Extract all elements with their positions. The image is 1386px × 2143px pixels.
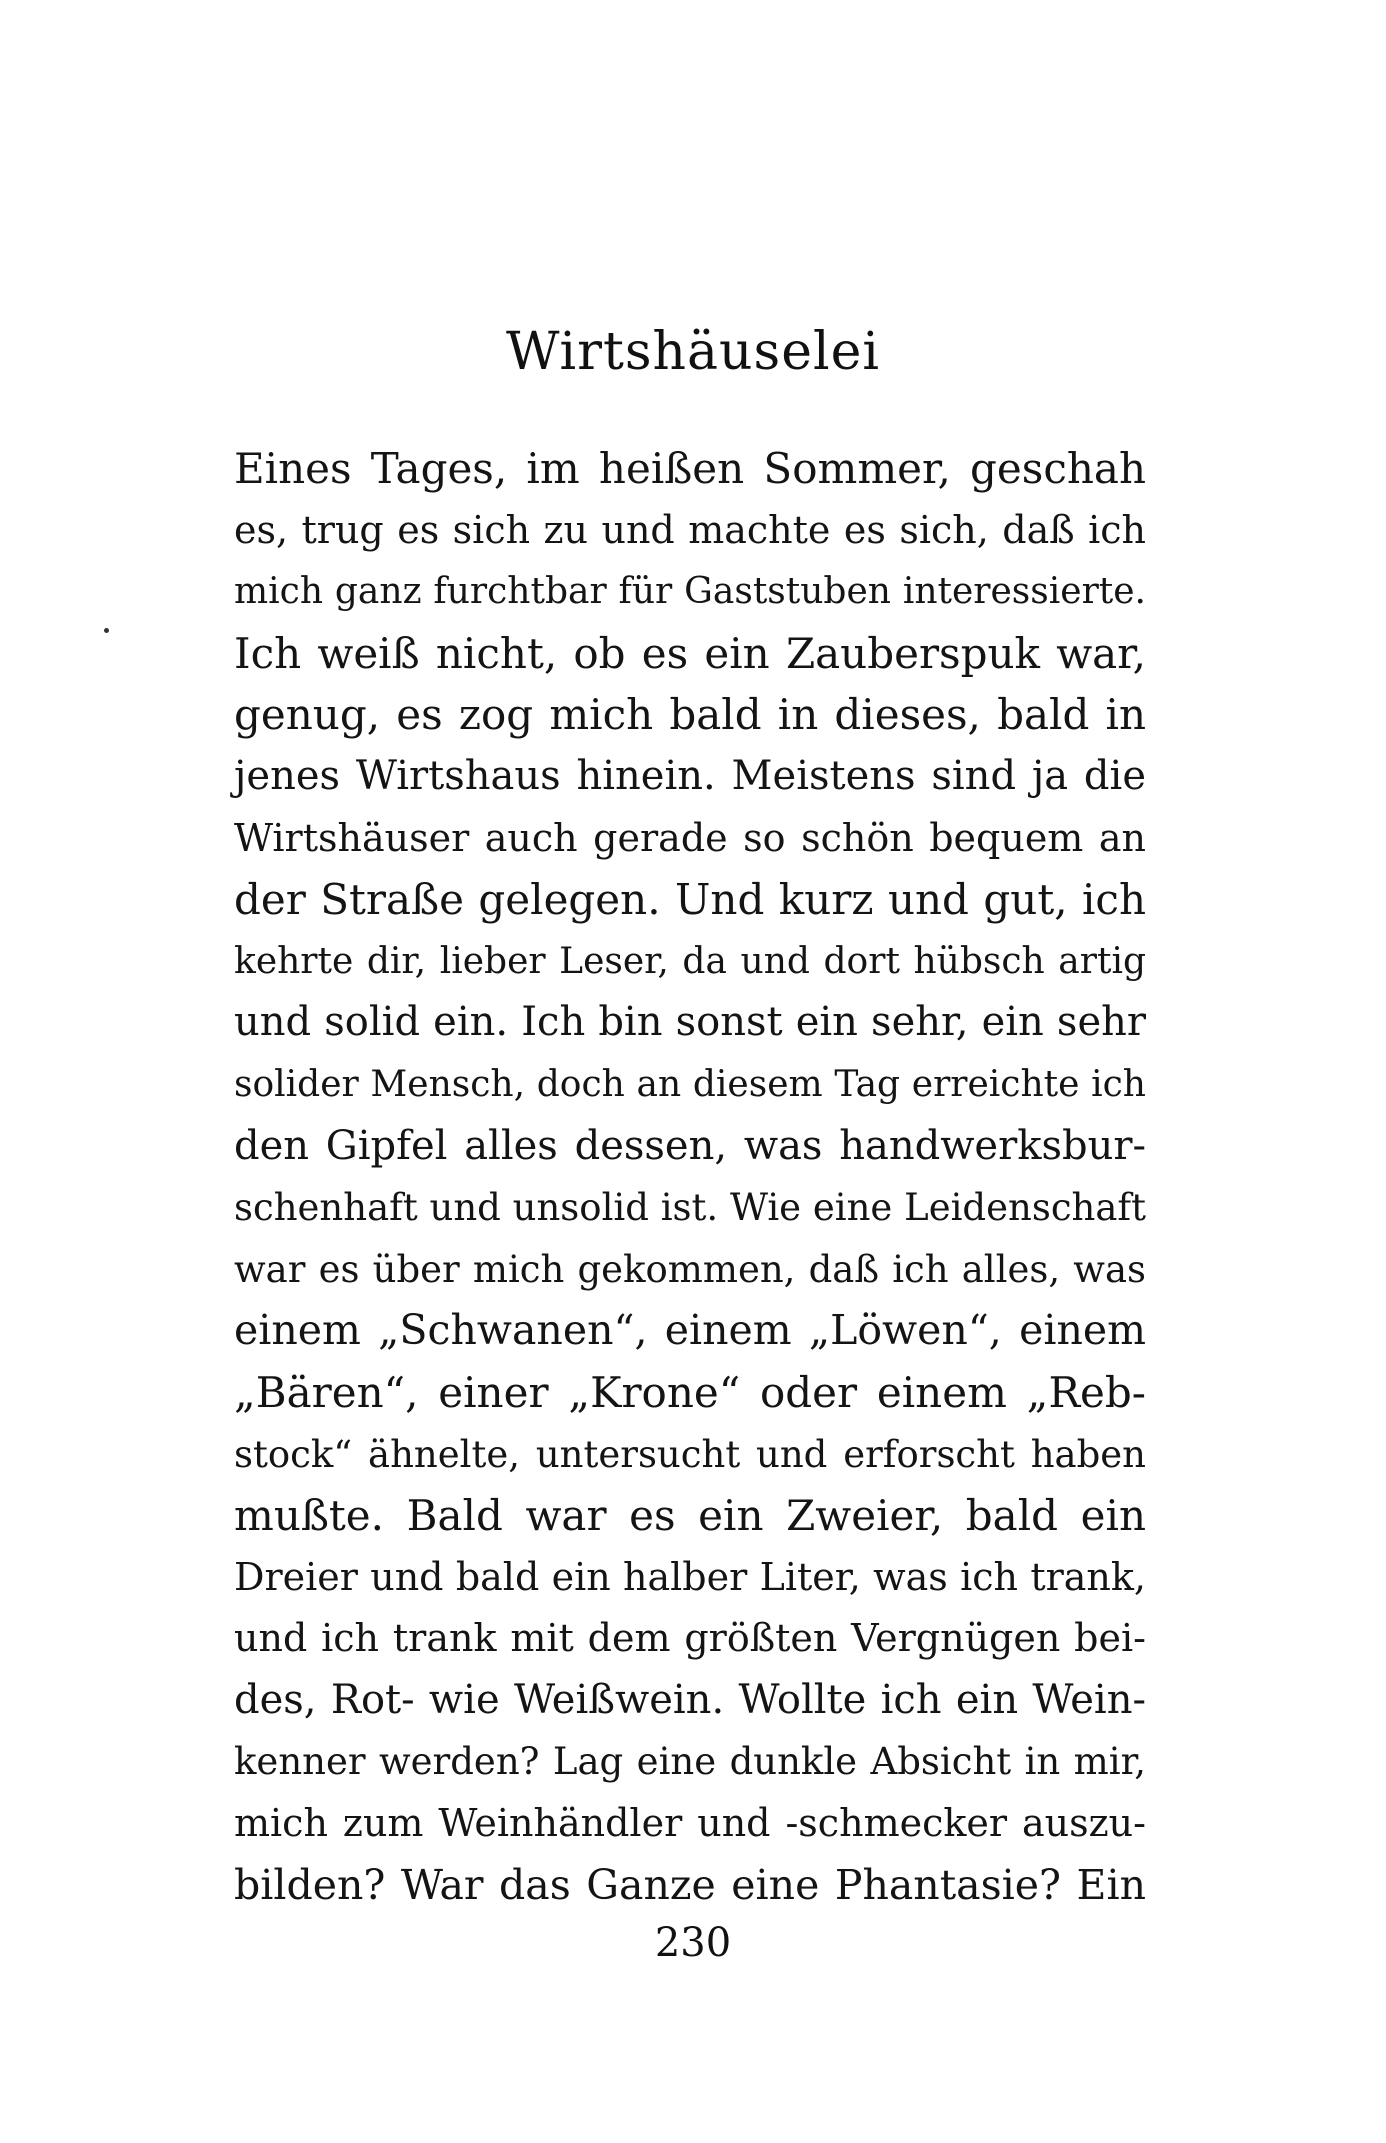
text-line: stock“ ähnelte, untersucht und erforscht haben bbox=[234, 1432, 1146, 1476]
text-line: der Straße gelegen. Und kurz und gut, ich bbox=[234, 875, 1146, 925]
text-line: war es über mich gekommen, daß ich alles, was bbox=[234, 1247, 1146, 1291]
text-line: mich zum Weinhändler und -schmecker auszu- bbox=[234, 1801, 1146, 1846]
text-line: kenner werden? Lag eine dunkle Absicht in mir, bbox=[234, 1740, 1146, 1784]
page-number: 230 bbox=[654, 1920, 732, 1966]
text-line: den Gipfel alles dessen, was handwerksbur- bbox=[234, 1122, 1146, 1169]
text-line: des, Rot- wie Weißwein. Wollte ich ein Wein- bbox=[234, 1676, 1146, 1723]
text-line: und ich trank mit dem größten Vergnügen bei- bbox=[234, 1616, 1146, 1661]
text-line: schenhaft und unsolid ist. Wie eine Leidenschaft bbox=[234, 1186, 1146, 1230]
text-line: bilden? War das Ganze eine Phantasie? Ein bbox=[234, 1860, 1146, 1909]
text-line: mußte. Bald war es ein Zweier, bald ein bbox=[234, 1491, 1146, 1541]
text-line: genug, es zog mich bald in dieses, bald in bbox=[234, 690, 1146, 740]
text-line: Eines Tages, im heißen Sommer, geschah bbox=[234, 444, 1146, 493]
ink-speck bbox=[104, 628, 109, 633]
text-line: Dreier und bald ein halber Liter, was ich trank, bbox=[234, 1554, 1146, 1599]
text-line: mich ganz furchtbar für Gaststuben interessierte. bbox=[234, 571, 1146, 613]
text-line: kehrte dir, lieber Leser, da und dort hübsch artig bbox=[234, 940, 1146, 982]
text-line: jenes Wirtshaus hinein. Meistens sind ja die bbox=[234, 752, 1146, 799]
text-line: „Bären“, einer „Krone“ oder einem „Reb- bbox=[234, 1367, 1146, 1417]
body-text bbox=[234, 438, 1146, 1916]
text-line: Ich weiß nicht, ob es ein Zauberspuk war, bbox=[234, 628, 1146, 678]
text-line: es, trug es sich zu und machte es sich, daß ich bbox=[234, 507, 1146, 552]
text-line: und solid ein. Ich bin sonst ein sehr, ein sehr bbox=[234, 999, 1146, 1046]
text-line: Wirtshäuser auch gerade so schön bequem an bbox=[234, 815, 1146, 860]
text-line: solider Mensch, doch an diesem Tag erreichte ich bbox=[234, 1063, 1146, 1105]
text-line: einem „Schwanen“, einem „Löwen“, einem bbox=[234, 1306, 1146, 1355]
chapter-title: Wirtshäuselei bbox=[505, 322, 881, 382]
